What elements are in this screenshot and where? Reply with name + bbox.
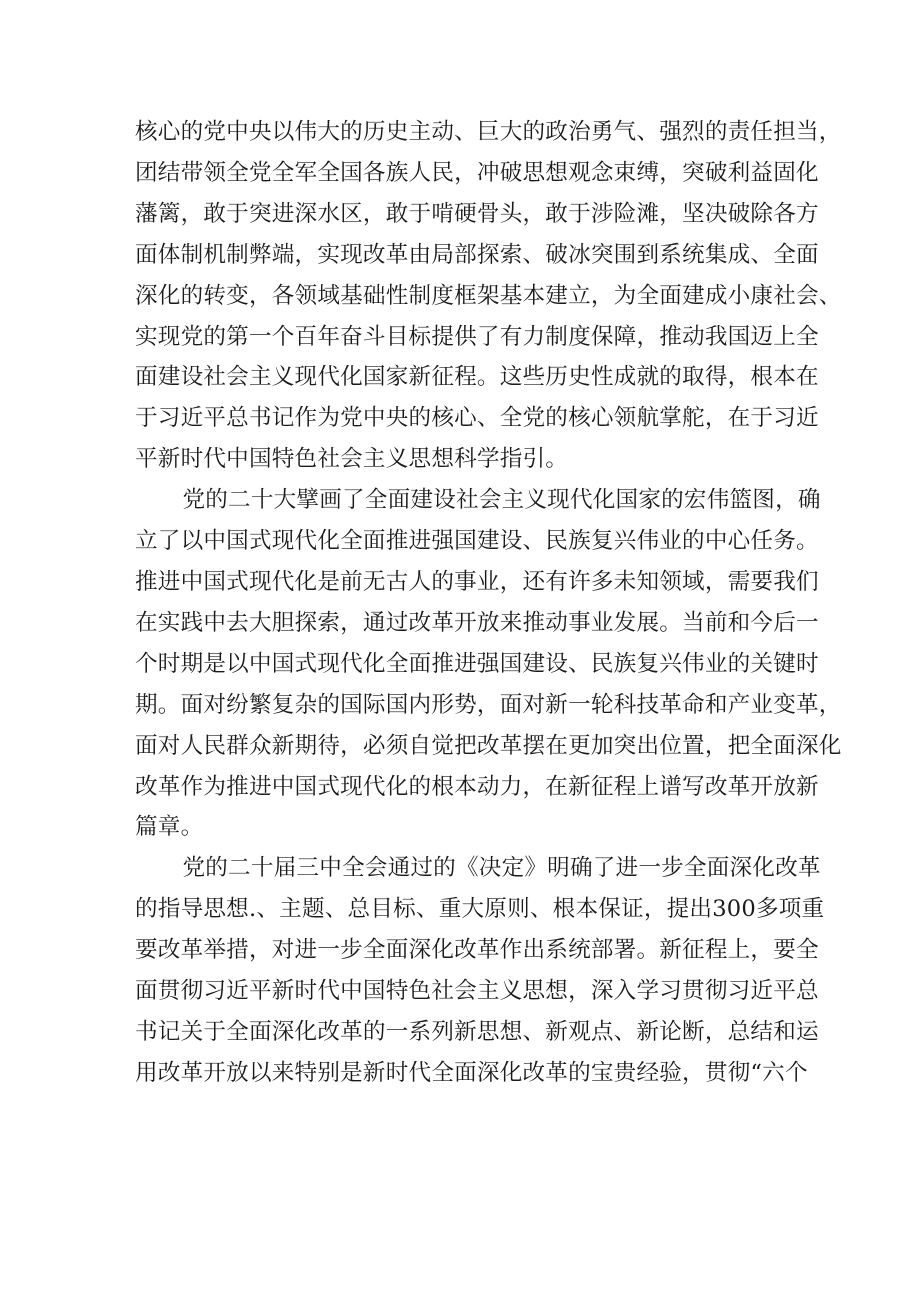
paragraph-3 <box>135 848 825 1093</box>
text-line: 要改革举措，对进一步全面深化改革作出系统部署。新征程上，要全 <box>135 937 819 964</box>
text-line: 实现党的第一个百年奋斗目标提供了有力制度保障，推动我国迈上全 <box>135 323 819 350</box>
text-line: 改革作为推进中国式现代化的根本动力，在新征程上谱写改革开放新 <box>135 773 819 800</box>
text-line: 面对人民群众新期待，必须自觉把改革摆在更加突出位置，把全面深化 <box>135 732 842 759</box>
text-line: 面建设社会主义现代化国家新征程。这些历史性成就的取得，根本在 <box>135 364 819 391</box>
text-line: 书记关于全面深化改革的一系列新思想、新观点、新论断，总结和运 <box>135 1018 819 1045</box>
text-line: 期。面对纷繁复杂的国际国内形势，面对新一轮科技革命和产业变革， <box>135 691 842 718</box>
text-line: 在实践中去大胆探索，通过改革开放来推动事业发展。当前和今后一 <box>135 609 819 636</box>
text-line: 用改革开放以来特别是新时代全面深化改革的宝贵经验，贯彻“六个 <box>135 1059 808 1086</box>
text-line: 的指导思想.、主题、总目标、重大原则、根本保证，提出300多项重 <box>135 896 825 923</box>
text-line: 核心的党中央以伟大的历史主动、巨大的政治勇气、强烈的责任担当， <box>135 119 842 145</box>
text-line: 于习近平总书记作为党中央的核心、全党的核心领航掌舵，在于习近 <box>135 405 819 432</box>
text-line: 面贯彻习近平新时代中国特色社会主义思想，深入学习贯彻习近平总 <box>135 978 819 1005</box>
paragraph-1 <box>135 112 842 480</box>
text-line: 面体制机制弊端，实现改革由局部探索、破冰突围到系统集成、全面 <box>135 241 819 268</box>
text-line: 推进中国式现代化是前无古人的事业，还有许多未知领域，需要我们 <box>135 568 819 595</box>
document-body <box>135 112 842 1094</box>
text-line: 党的二十大擘画了全面建设社会主义现代化国家的宏伟篮图，确 <box>182 487 821 514</box>
text-line: 深化的转变，各领域基础性制度框架基本建立，为全面建成小康社会、 <box>135 282 842 309</box>
text-line: 藩篱，敢于突进深水区，敢于啃硬骨头，敢于涉险滩，坚决破除各方 <box>135 200 819 227</box>
text-line: 个时期是以中国式现代化全面推进强国建设、民族复兴伟业的关键时 <box>135 650 819 677</box>
text-line: 篇章。 <box>135 814 204 841</box>
text-line: 党的二十届三中全会通过的《决定》明确了进一步全面深化改革 <box>182 855 821 882</box>
text-line: 平新时代中国特色社会主义思想科学指引。 <box>135 446 569 473</box>
text-line: 立了以中国式现代化全面推进强国建设、民族复兴伟业的中心任务。 <box>135 528 819 555</box>
paragraph-2 <box>135 480 842 848</box>
text-line: 团结带领全党全军全国各族人民，冲破思想观念束缚，突破利益固化 <box>135 159 819 186</box>
